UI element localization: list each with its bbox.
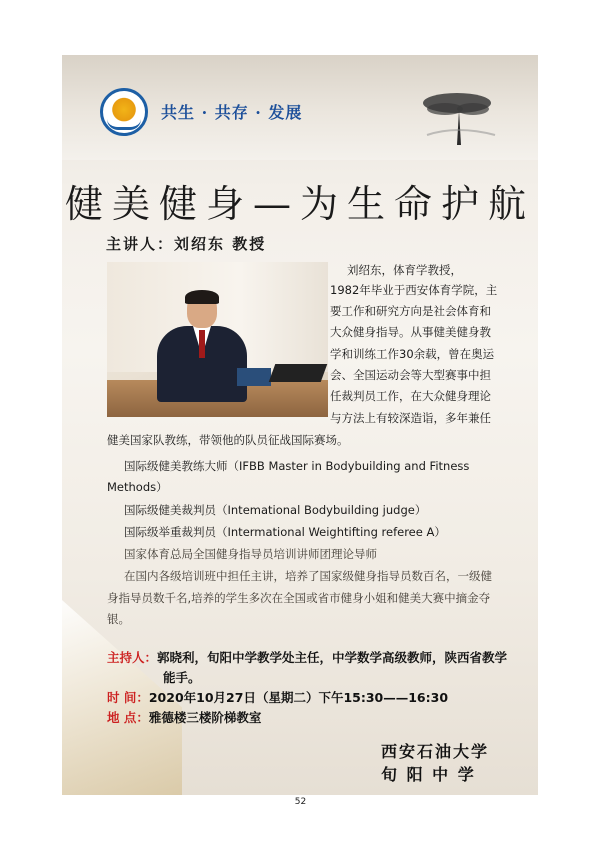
bio-line: 任裁判员工作，在大众健身理论: [330, 389, 491, 403]
place-value: 雅德楼三楼阶梯教室: [148, 710, 262, 725]
host-row-cont: [107, 668, 527, 688]
time-row: [107, 688, 527, 708]
bio-line: 健美国家队教练，带领他的队员征战国际赛场。: [107, 433, 349, 447]
logo-arc-shape: [107, 119, 141, 130]
tree-icon: [417, 85, 497, 145]
place-row: [107, 708, 527, 728]
credential: 国家体育总局全国健身指导员培训讲师团理论导师: [124, 547, 377, 561]
credential: 国际级健美裁判员（Intemational Bodybuilding judge）: [124, 503, 427, 517]
speaker-line: 主讲人：刘绍东 教授: [106, 235, 267, 253]
bio-line: 与方法上有较深造诣，多年兼任: [330, 411, 491, 425]
time-value: 2020年10月27日（星期二）下午15:30——16:30: [148, 690, 449, 705]
slogan: 共生 · 共存 · 发展: [161, 103, 303, 122]
page-number: 52: [294, 797, 307, 807]
organizer-1: 西安石油大学: [381, 742, 490, 761]
event-info: [107, 648, 527, 728]
bio-line: 1982年毕业于西安体育学院，主: [330, 283, 498, 297]
place-label: 地 点：: [107, 710, 149, 725]
time-label: 时 间：: [107, 690, 149, 705]
bio-line: 会、全国运动会等大型赛事中担: [330, 368, 491, 382]
host-row: [107, 648, 527, 668]
training-line: 在国内各级培训班中担任主讲，培养了国家级健身指导员数百名，一级健: [124, 569, 492, 583]
credential: 国际级举重裁判员（Intermational Weightifting referee A）: [124, 525, 446, 539]
bio-line: 学和训练工作30余载，曾在奥运: [330, 347, 495, 361]
host-text: 郭晓利，旬阳中学教学处主任，中学数学高级教师，陕西省教学: [157, 650, 508, 665]
host-text-cont: 能手。: [163, 670, 201, 685]
bio-line: 刘绍东，体育学教授，: [347, 263, 462, 277]
bio-line: 要工作和研究方向是社会体育和: [330, 304, 491, 318]
organizer-2: 旬 阳 中 学: [381, 765, 476, 784]
training-line: 身指导员数千名,培养的学生多次在全国或省市健身小姐和健美大赛中摘金夺: [107, 591, 491, 605]
page-title: 健美健身—为生命护航: [64, 182, 535, 226]
host-label: 主持人：: [107, 650, 158, 665]
bio-line: 大众健身指导。从事健美健身教: [330, 325, 491, 339]
training-line: 银。: [107, 612, 130, 626]
speaker-photo: [107, 262, 328, 417]
credential: Methods）: [107, 480, 168, 494]
credential: 国际级健美教练大师（IFBB Master in Bodybuilding and Fitness: [124, 459, 470, 473]
school-logo-icon: [100, 88, 148, 136]
